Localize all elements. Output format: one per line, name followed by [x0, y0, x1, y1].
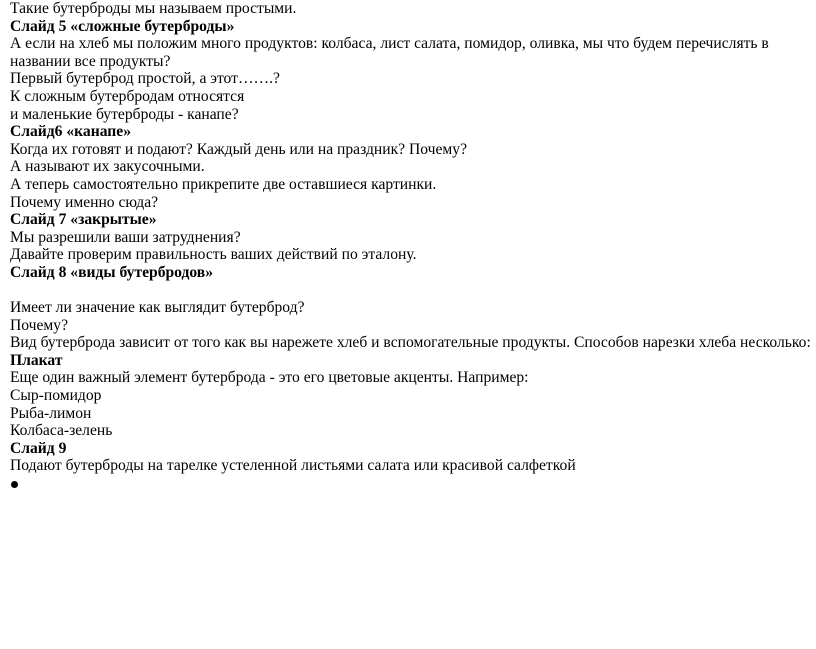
heading-slide-9: Слайд 9: [10, 439, 67, 457]
paragraph-why: Почему?: [10, 316, 69, 334]
heading-slide-7: Слайд 7 «закрытые»: [10, 211, 157, 229]
paragraph-canape-question: и маленькие бутерброды - канапе?: [10, 105, 239, 123]
blank-line: [10, 282, 810, 300]
paragraph-when-served: Когда их готовят и подают? Каждый день или на праздник? Почему?: [10, 140, 468, 158]
paragraph-simple-sandwiches: Такие бутерброды мы называем простыми.: [10, 0, 297, 17]
heading-slide-6: Слайд6 «канапе»: [10, 123, 131, 141]
list-item-sausage-greens: Колбаса-зелень: [10, 422, 113, 440]
paragraph-complex-include: К сложным бутербродам относятся: [10, 87, 245, 105]
list-item-cheese-tomato: Сыр-помидор: [10, 387, 102, 405]
paragraph-many-products: А если на хлеб мы положим много продуктов: колбаса, лист салата, помидор, оливка, мы что будем перечислять в названии все продукты?: [10, 35, 769, 70]
bullet-item: [10, 475, 810, 493]
heading-poster: Плакат: [10, 351, 63, 369]
list-item-fish-lemon: Рыба-лимон: [10, 404, 92, 422]
bullet-icon: [11, 481, 18, 488]
paragraph-color-accents: Еще один важный элемент бутерброда - это его цветовые акценты. Например:: [10, 369, 529, 387]
paragraph-cutting-methods: Вид бутерброда зависит от того как вы нарежете хлеб и вспомогательные продукты. Способов нарезки хлеба несколько:: [10, 334, 811, 352]
paragraph-snack-name: А называют их закусочными.: [10, 158, 205, 176]
paragraph-first-sandwich: Первый бутерброд простой, а этот…….?: [10, 70, 280, 88]
document-body: [10, 0, 810, 493]
paragraph-why-here: Почему именно сюда?: [10, 193, 159, 211]
heading-slide-8: Слайд 8 «виды бутербродов»: [10, 263, 214, 281]
paragraph-attach-pictures: А теперь самостоятельно прикрепите две оставшиеся картинки.: [10, 175, 437, 193]
paragraph-serving: Подают бутерброды на тарелке устеленной листьями салата или красивой салфеткой: [10, 457, 576, 475]
paragraph-appearance-question: Имеет ли значение как выглядит бутерброд?: [10, 299, 305, 317]
paragraph-difficulties: Мы разрешили ваши затруднения?: [10, 228, 241, 246]
heading-slide-5: Слайд 5 «сложные бутерброды»: [10, 17, 235, 35]
paragraph-check-standard: Давайте проверим правильность ваших действий по эталону.: [10, 246, 417, 264]
